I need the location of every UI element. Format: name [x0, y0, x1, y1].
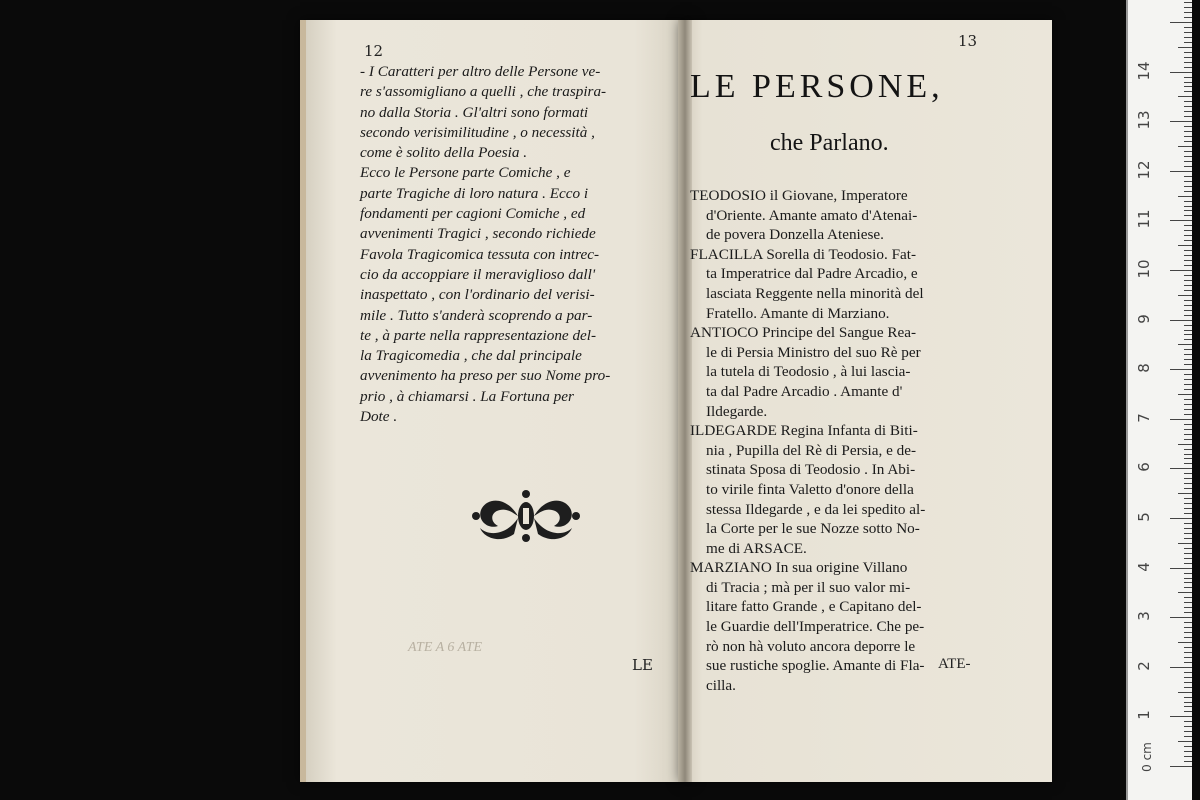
ruler-tick: [1184, 582, 1192, 583]
text-line: no dalla Storia . Gl'altri sono formati: [360, 103, 589, 121]
ruler-tick: [1184, 523, 1192, 524]
ruler-tick: [1184, 37, 1192, 38]
ruler-tick: [1184, 647, 1192, 648]
ruler-tick: [1178, 642, 1192, 643]
cast-line: d'Oriente. Amante amato d'Atenai-: [706, 206, 918, 224]
ruler-tick: [1184, 607, 1192, 608]
cast-line: le Guardie dell'Imperatrice. Che pe-: [706, 618, 925, 636]
left-page-text: [360, 62, 680, 427]
ruler-tick: [1184, 42, 1192, 43]
ruler-tick: [1184, 32, 1192, 33]
ruler-tick: [1178, 47, 1192, 48]
ruler-tick: [1170, 72, 1192, 73]
ruler-tick: [1170, 22, 1192, 23]
cast-line: stinata Sposa di Teodosio . In Abi-: [706, 461, 916, 479]
ruler-number: 5: [1135, 512, 1153, 522]
ruler-tick: [1170, 766, 1192, 767]
ruler-tick: [1184, 210, 1192, 211]
ruler-tick: [1184, 364, 1192, 365]
ruler-tick: [1184, 111, 1192, 112]
cast-line: la Corte per le sue Nozze sotto No-: [706, 520, 920, 538]
ruler-tick: [1184, 389, 1192, 390]
text-line: la Tragicomedia , che dal principale: [360, 347, 582, 365]
text-line: te , à parte nella rappresentazione del-: [360, 326, 597, 344]
cast-line: litare fatto Grande , e Capitano del-: [706, 598, 922, 616]
ruler-tick: [1170, 220, 1192, 221]
ruler-tick: [1184, 409, 1192, 410]
ruler-tick: [1184, 255, 1192, 256]
ruler-tick: [1184, 77, 1192, 78]
ruler-tick: [1184, 751, 1192, 752]
ruler-tick: [1178, 692, 1192, 693]
ruler-tick: [1184, 101, 1192, 102]
ruler-tick: [1170, 369, 1192, 370]
ruler-tick: [1184, 374, 1192, 375]
ruler-tick: [1184, 538, 1192, 539]
ruler-tick: [1184, 711, 1192, 712]
bleed-through-text: ATE A 6 ATE: [408, 640, 483, 655]
cast-line: di Tracia ; mà per il suo valor mi-: [706, 578, 911, 596]
ruler-tick: [1184, 454, 1192, 455]
ruler-tick: [1184, 2, 1192, 3]
ruler-tick: [1184, 662, 1192, 663]
ruler-number: 2: [1135, 661, 1153, 671]
cast-line: stessa Ildegarde , e da lei spedito al-: [706, 500, 926, 518]
ruler-number: 3: [1135, 611, 1153, 621]
right-page-number: 13: [958, 32, 978, 50]
ruler-tick: [1184, 597, 1192, 598]
ruler-tick: [1178, 394, 1192, 395]
ruler-tick: [1184, 731, 1192, 732]
ruler-tick: [1184, 533, 1192, 534]
ruler-tick: [1184, 7, 1192, 8]
ruler-tick: [1170, 121, 1192, 122]
page-subheading: che Parlano.: [770, 130, 889, 156]
ruler-tick: [1170, 320, 1192, 321]
text-line: Ecco le Persone parte Comiche , e: [360, 164, 571, 182]
ruler-tick: [1178, 295, 1192, 296]
ruler-number: 14: [1135, 61, 1153, 81]
ruler-tick: [1184, 463, 1192, 464]
ruler-tick: [1184, 141, 1192, 142]
ruler-tick: [1178, 493, 1192, 494]
ruler-tick: [1184, 181, 1192, 182]
ruler-tick: [1184, 330, 1192, 331]
text-line: secondo verisimilitudine , o necessità ,: [360, 123, 595, 141]
ruler-tick: [1184, 265, 1192, 266]
ruler-tick: [1184, 91, 1192, 92]
ruler-tick: [1170, 716, 1192, 717]
ruler-tick: [1184, 528, 1192, 529]
ruler-tick: [1184, 429, 1192, 430]
ruler-tick: [1184, 483, 1192, 484]
cast-line: lasciata Reggente nella minorità del: [706, 284, 924, 302]
ruler-tick: [1184, 106, 1192, 107]
cast-line: ILDEGARDE Regina Infanta di Biti-: [690, 422, 918, 440]
ruler-tick: [1184, 305, 1192, 306]
ruler-tick: [1184, 126, 1192, 127]
ruler-tick: [1184, 285, 1192, 286]
ruler-number: 6: [1135, 462, 1153, 473]
ruler-tick: [1184, 176, 1192, 177]
ruler-number: 1: [1135, 710, 1153, 721]
cast-line: TEODOSIO il Giovane, Imperatore: [690, 187, 908, 204]
text-line: parte Tragiche di loro natura . Ecco i: [360, 184, 589, 202]
ruler-tick: [1184, 697, 1192, 698]
ruler-tick: [1184, 548, 1192, 549]
ruler-tick: [1184, 17, 1192, 18]
text-line: Dote .: [360, 408, 398, 426]
ruler-tick: [1184, 201, 1192, 202]
ruler-tick: [1184, 657, 1192, 658]
ruler-number: 8: [1135, 363, 1153, 373]
ruler-number: 7: [1135, 413, 1153, 423]
ruler-tick: [1170, 667, 1192, 668]
cast-line: le di Persia Ministro del suo Rè per: [706, 343, 921, 361]
ruler-tick: [1184, 622, 1192, 623]
ruler-tick: [1178, 344, 1192, 345]
ruler-tick: [1184, 672, 1192, 673]
ruler-tick: [1184, 632, 1192, 633]
ruler-tick: [1184, 131, 1192, 132]
ruler-tick: [1170, 270, 1192, 271]
ruler-tick: [1184, 384, 1192, 385]
text-line: mile . Tutto s'anderà scoprendo a par-: [360, 306, 593, 324]
left-page-number: 12: [364, 42, 384, 60]
ruler-tick: [1184, 458, 1192, 459]
ruler-tick: [1184, 449, 1192, 450]
ruler-tick: [1184, 62, 1192, 63]
ruler-tick: [1184, 513, 1192, 514]
ruler-tick: [1184, 27, 1192, 28]
ruler-tick: [1184, 156, 1192, 157]
ruler-unit-label: 0 cm: [1139, 742, 1154, 772]
cast-line: MARZIANO In sua origine Villano: [690, 559, 908, 577]
text-line: come è solito della Poesia .: [360, 144, 528, 162]
ruler-number: 12: [1135, 160, 1153, 180]
ruler-tick: [1184, 275, 1192, 276]
ruler-tick: [1184, 736, 1192, 737]
cast-line: rò non hà voluto ancora deporre le: [706, 637, 916, 655]
cast-line: ta dal Padre Arcadio . Amante d': [706, 382, 903, 400]
text-line: avvenimenti Tragici , secondo richiede: [360, 225, 596, 243]
ruler-tick: [1184, 354, 1192, 355]
ruler-tick: [1184, 325, 1192, 326]
cast-line: ANTIOCO Principe del Sangue Rea-: [690, 324, 917, 342]
cast-line: me di ARSACE.: [706, 539, 807, 557]
ruler-number: 4: [1135, 561, 1153, 572]
text-line: - I Caratteri per altro delle Persone ve-: [360, 63, 601, 80]
ruler-tick: [1184, 553, 1192, 554]
ruler-tick: [1184, 756, 1192, 757]
text-line: Favola Tragicomica tessuta con intrec-: [360, 245, 600, 263]
ruler-tick: [1184, 404, 1192, 405]
ruler-tick: [1184, 151, 1192, 152]
ruler-tick: [1170, 419, 1192, 420]
ruler-tick: [1184, 12, 1192, 13]
text-line: prio , à chiamarsi . La Fortuna per: [360, 387, 574, 405]
cast-line: ta Imperatrice dal Padre Arcadio, e: [706, 265, 918, 283]
ruler-tick: [1178, 245, 1192, 246]
cast-line: de povera Donzella Ateniese.: [706, 226, 884, 244]
text-line: re s'assomigliano a quelli , che traspira-: [360, 83, 607, 101]
ruler-tick: [1178, 196, 1192, 197]
ruler-tick: [1184, 682, 1192, 683]
text-line: inaspettato , con l'ordinario del verisi-: [360, 286, 595, 304]
ruler-tick: [1184, 721, 1192, 722]
ruler-tick: [1184, 627, 1192, 628]
ruler-tick: [1184, 225, 1192, 226]
fleuron-ornament: [470, 486, 582, 546]
ruler-tick: [1178, 592, 1192, 593]
ruler-tick: [1184, 206, 1192, 207]
ruler-tick: [1184, 334, 1192, 335]
ruler-tick: [1184, 82, 1192, 83]
ruler-tick: [1178, 444, 1192, 445]
ruler-tick: [1184, 67, 1192, 68]
ruler-tick: [1170, 518, 1192, 519]
ruler-tick: [1184, 602, 1192, 603]
ruler-tick: [1184, 612, 1192, 613]
ruler-tick: [1184, 687, 1192, 688]
ruler-tick: [1184, 573, 1192, 574]
cast-line: nia , Pupilla del Rè di Persia, e de-: [706, 441, 917, 459]
ruler-tick: [1170, 568, 1192, 569]
cast-line: to virile finta Valetto d'onore della: [706, 480, 914, 498]
cast-line: cilla.: [706, 676, 736, 694]
ruler-tick: [1184, 52, 1192, 53]
cast-line: Fratello. Amante di Marziano.: [706, 304, 890, 322]
text-line: cio da accoppiare il meraviglioso dall': [360, 265, 596, 283]
ruler-tick: [1184, 235, 1192, 236]
ruler-tick: [1184, 315, 1192, 316]
ruler-tick: [1170, 171, 1192, 172]
ruler-tick: [1184, 191, 1192, 192]
ruler-tick: [1184, 300, 1192, 301]
ruler-tick: [1178, 146, 1192, 147]
ruler-tick: [1178, 96, 1192, 97]
left-catchword: LE: [632, 656, 653, 674]
ruler-tick: [1184, 399, 1192, 400]
ruler-tick: [1184, 290, 1192, 291]
ruler-tick: [1170, 617, 1192, 618]
ruler-tick: [1184, 587, 1192, 588]
cast-line: Ildegarde.: [706, 402, 768, 420]
ruler-tick: [1184, 439, 1192, 440]
ruler-tick: [1184, 478, 1192, 479]
ruler-tick: [1184, 761, 1192, 762]
ruler-tick: [1184, 434, 1192, 435]
ruler-tick: [1184, 652, 1192, 653]
ruler-tick: [1184, 310, 1192, 311]
ruler-tick: [1184, 746, 1192, 747]
ruler-tick: [1184, 706, 1192, 707]
ruler-number: 9: [1135, 313, 1153, 324]
ruler-tick: [1184, 379, 1192, 380]
cast-line: FLACILLA Sorella di Teodosio. Fat-: [690, 245, 917, 263]
ruler-tick: [1184, 498, 1192, 499]
ruler-tick: [1184, 280, 1192, 281]
ruler-tick: [1184, 161, 1192, 162]
ruler-tick: [1184, 339, 1192, 340]
cast-line: la tutela di Teodosio , à lui lascia-: [706, 363, 911, 381]
ruler-tick: [1184, 230, 1192, 231]
ruler-number: 11: [1135, 209, 1153, 229]
ruler-tick: [1184, 186, 1192, 187]
ruler-number: 13: [1135, 110, 1153, 130]
ruler-tick: [1184, 726, 1192, 727]
ruler-tick: [1184, 424, 1192, 425]
ruler-number: 10: [1135, 259, 1153, 279]
ruler-tick: [1170, 468, 1192, 469]
ruler-tick: [1184, 57, 1192, 58]
ruler-tick: [1184, 260, 1192, 261]
ruler-tick: [1184, 488, 1192, 489]
cast-list: [690, 186, 980, 695]
ruler-tick: [1184, 166, 1192, 167]
ruler-tick: [1178, 543, 1192, 544]
ruler-tick: [1178, 741, 1192, 742]
ruler-tick: [1184, 86, 1192, 87]
ruler-tick: [1184, 240, 1192, 241]
cast-line: sue rustiche spoglie. Amante di Fla-: [706, 657, 925, 675]
ruler-tick: [1184, 637, 1192, 638]
ruler-tick: [1184, 558, 1192, 559]
ruler-tick: [1184, 578, 1192, 579]
ruler-tick: [1184, 116, 1192, 117]
text-line: fondamenti per cagioni Comiche , ed: [360, 205, 586, 223]
ruler-tick: [1184, 702, 1192, 703]
ruler-tick: [1184, 359, 1192, 360]
ruler-tick: [1184, 473, 1192, 474]
ruler-tick: [1184, 503, 1192, 504]
right-catchword: ATE-: [938, 656, 971, 672]
ruler-tick: [1184, 508, 1192, 509]
ruler-tick: [1184, 215, 1192, 216]
ruler-tick: [1184, 563, 1192, 564]
text-line: avvenimento ha preso per suo Nome pro-: [360, 367, 611, 385]
ruler-tick: [1184, 250, 1192, 251]
ruler-tick: [1184, 414, 1192, 415]
ruler-tick: [1184, 136, 1192, 137]
page-heading: LE PERSONE,: [690, 68, 944, 105]
ruler-tick: [1184, 677, 1192, 678]
measurement-ruler: [1126, 0, 1192, 800]
ruler-tick: [1184, 349, 1192, 350]
